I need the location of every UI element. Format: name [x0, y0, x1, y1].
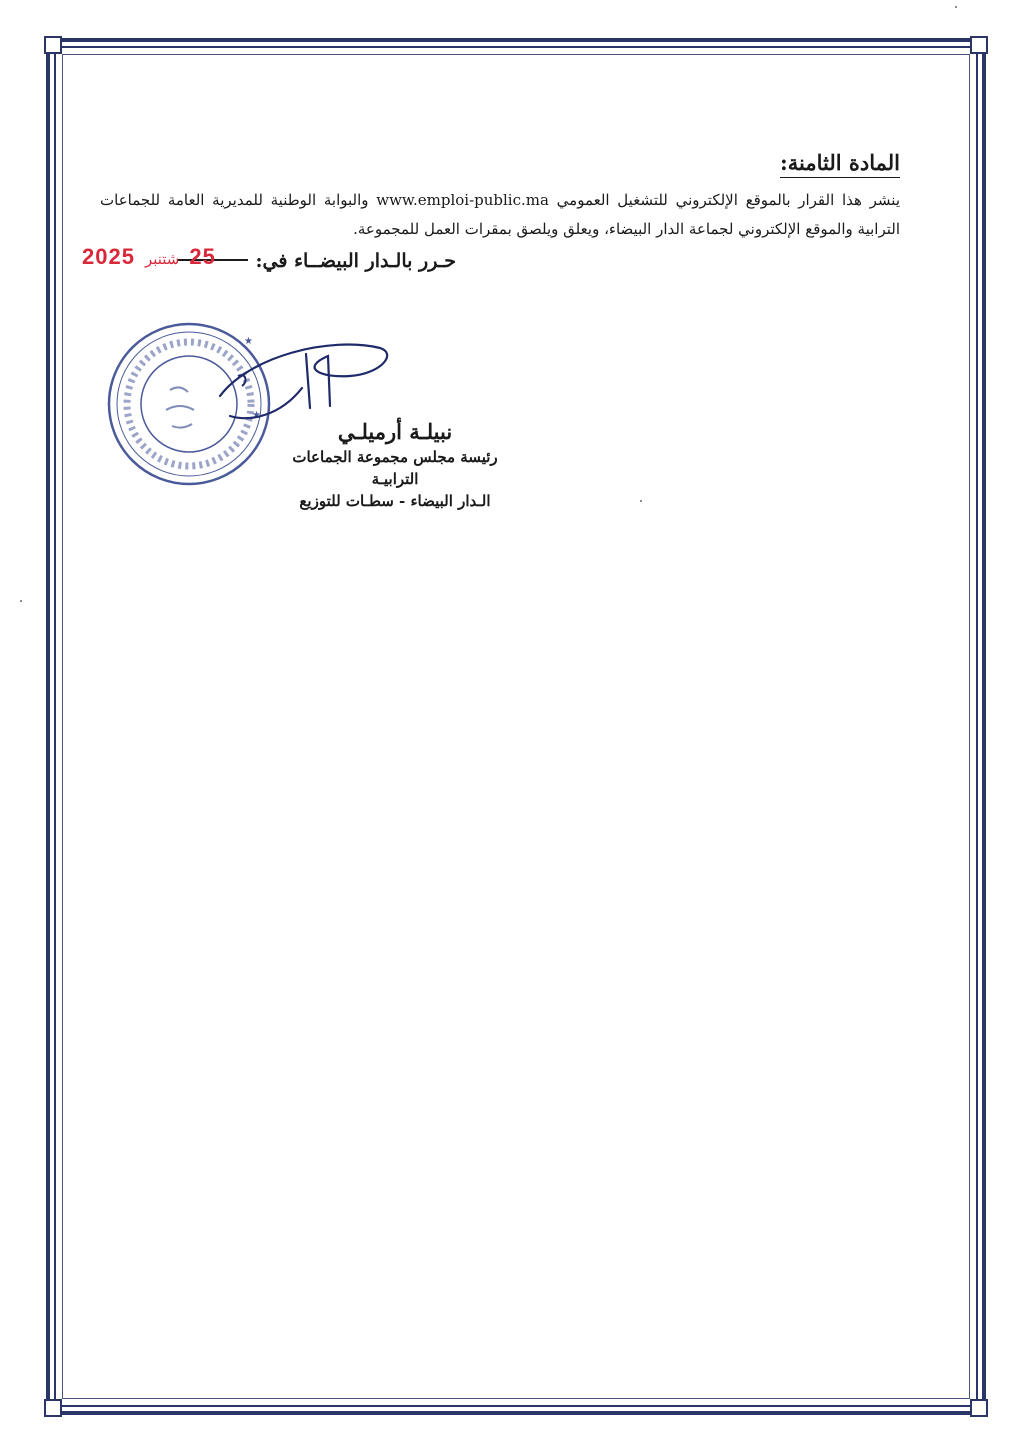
- date-line: [178, 250, 456, 272]
- date-stamp-month: شتنبر: [144, 251, 180, 268]
- article-title: المادة الثامنة:: [780, 150, 900, 178]
- article-body-text: ينشر هذا القرار بالموقع الإلكتروني للتشغيل العمومي www.emploi-public.ma والبوابة الوطنية للمديرية العامة للجماعات الترابية والموقع الإلكتروني لجماعة الدار البيضاء، ويعلق ويلصق بمقرات العمل للمجموعة.: [100, 191, 900, 238]
- svg-text:★: ★: [252, 410, 261, 421]
- border-corner-top-left: [44, 36, 62, 54]
- scan-speck: [640, 500, 642, 502]
- scan-speck: [20, 600, 22, 602]
- date-label: حـرر بالـدار البيضــاء في:: [255, 250, 456, 272]
- scan-speck: [955, 6, 957, 8]
- border-corner-top-right: [970, 36, 988, 54]
- border-corner-bottom-right: [970, 1399, 988, 1417]
- svg-text:★: ★: [244, 336, 253, 347]
- date-stamp: [82, 244, 216, 270]
- signatory-name: نبيلـة أرميلـي: [337, 419, 453, 444]
- date-stamp-day: 25: [189, 244, 216, 269]
- signatory-title-line-2: الترابيـة: [371, 470, 419, 488]
- border-corner-bottom-left: [44, 1399, 62, 1417]
- signatory-title-line-3: الـدار البيضاء - سطـات للتوزيع: [299, 492, 491, 510]
- signatory-title-line-1: رئيسة مجلس مجموعة الجماعات: [292, 448, 498, 466]
- signatory-block: [270, 418, 520, 512]
- date-stamp-year: 2025: [82, 244, 135, 269]
